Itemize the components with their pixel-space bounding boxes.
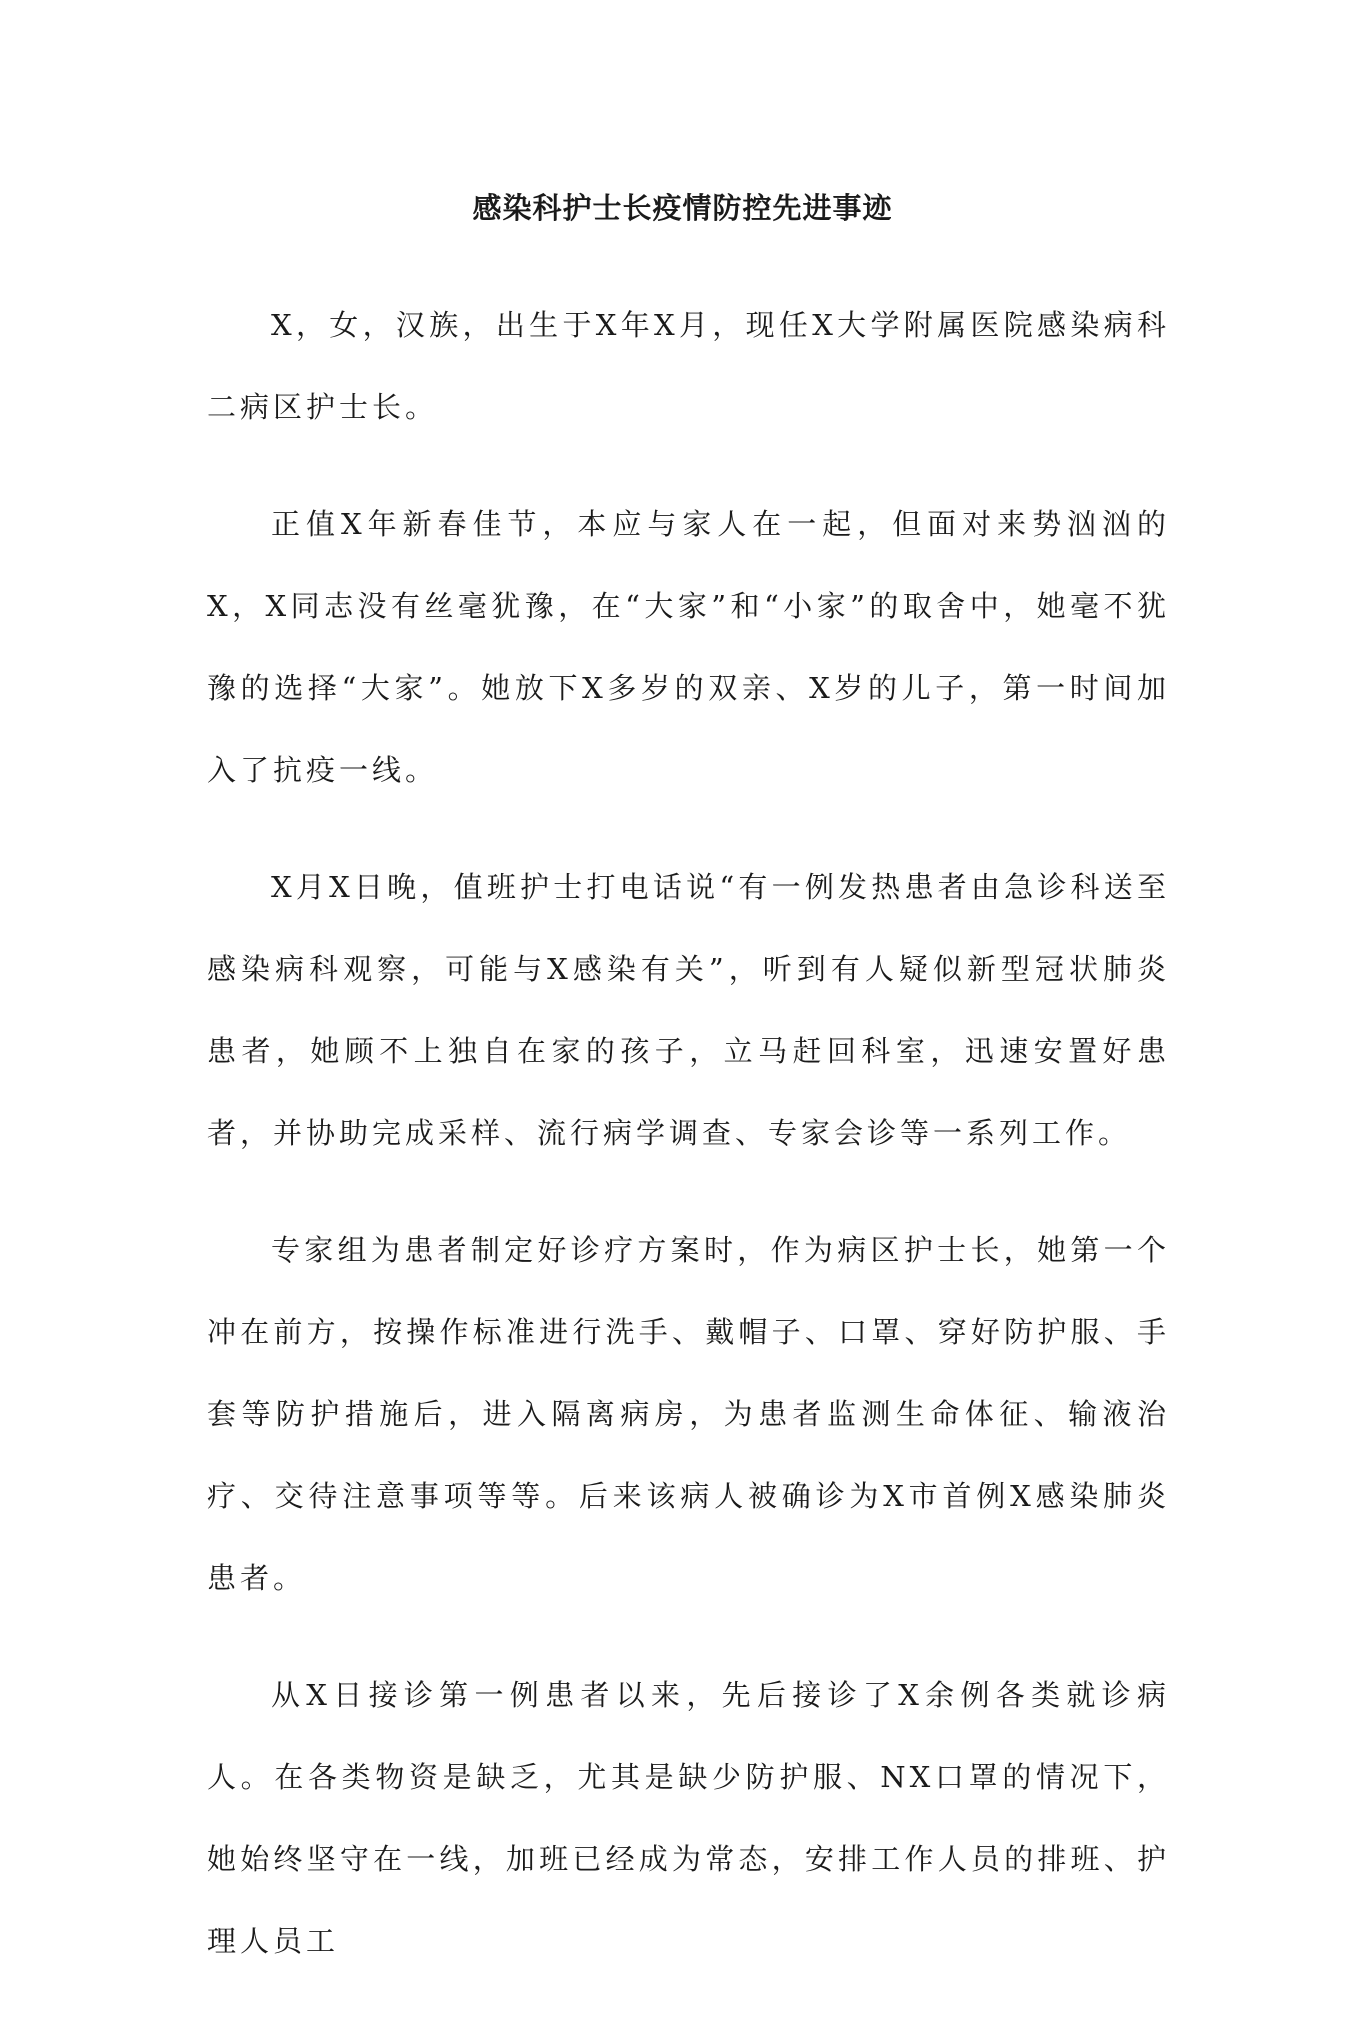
paragraph-intro: X，女，汉族，出生于X年X月，现任X大学附属医院感染病科二病区护士长。 (207, 308, 1170, 424)
document-title: 感染科护士长疫情防控先进事迹 (472, 191, 893, 225)
paragraph-first-patient: X月X日晚，值班护士打电话说“有一例发热患者由急诊科送至感染病科观察，可能与X感染有关”，听到有人疑似新型冠状肺炎患者，她顾不上独自在家的孩子，立马赶回科室，迅速安置好患者，并协助完成采样、流行病学调查、专家会诊等一系列工作。 (207, 870, 1170, 1150)
document-body (207, 284, 1170, 2017)
paragraph-treatment: 专家组为患者制定好诊疗方案时，作为病区护士长，她第一个冲在前方，按操作标准进行洗手、戴帽子、口罩、穿好防护服、手套等防护措施后，进入隔离病房，为患者监测生命体征、输液治疗、交待注意事项等等。后来该病人被确诊为X市首例X感染肺炎患者。 (207, 1233, 1170, 1595)
paragraph-spring-festival: 正值X年新春佳节，本应与家人在一起，但面对来势汹汹的X，X同志没有丝毫犹豫，在“大家”和“小家”的取舍中，她毫不犹豫的选择“大家”。她放下X多岁的双亲、X岁的儿子，第一时间加入了抗疫一线。 (207, 507, 1170, 787)
paragraph-frontline: 从X日接诊第一例患者以来，先后接诊了X余例各类就诊病人。在各类物资是缺乏，尤其是缺少防护服、NX口罩的情况下，她始终坚守在一线，加班已经成为常态，安排工作人员的排班、护理人员工 (207, 1678, 1170, 1958)
